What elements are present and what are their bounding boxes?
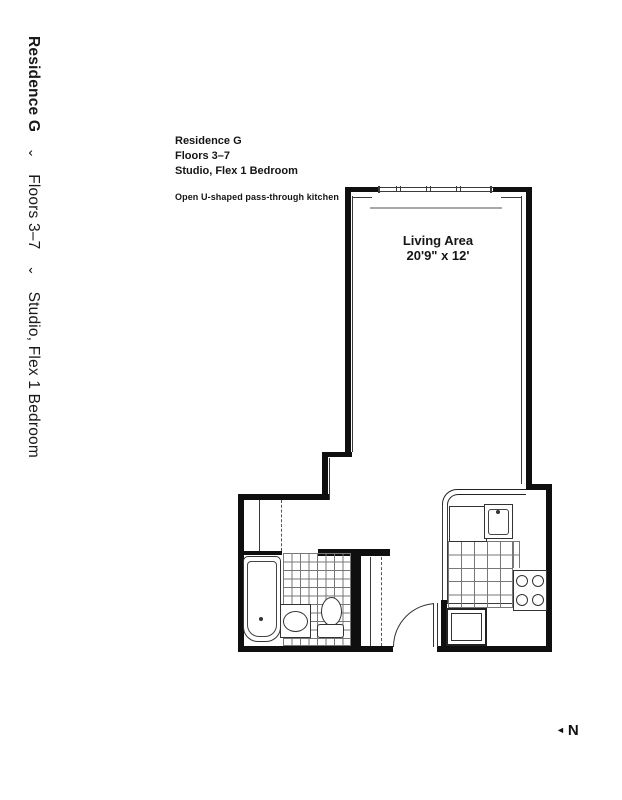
sidebar-unit-type: Studio, Flex 1 Bedroom — [25, 291, 42, 458]
window-jamb-right — [490, 186, 492, 193]
stove-burner — [532, 575, 544, 587]
kitchen-tile-floor-extension — [513, 541, 520, 568]
entry-door-swing-arc — [393, 603, 437, 647]
refrigerator-inner — [451, 613, 482, 641]
feature-note: Open U-shaped pass-through kitchen — [175, 192, 339, 202]
north-label: N — [567, 721, 579, 739]
wall-west-living — [345, 187, 351, 457]
wall-inner-face-west-lower — [329, 458, 330, 500]
bathtub-drain — [259, 617, 263, 621]
window-sill-line — [370, 207, 502, 209]
stove-burner — [516, 575, 528, 587]
wall-closet-bottom — [241, 551, 282, 555]
kitchen-counter-west-line-outer — [442, 505, 443, 604]
living-area-dimensions: 20'9" x 12' — [406, 248, 470, 263]
dishwasher — [449, 506, 487, 542]
living-area-label — [348, 233, 528, 263]
wall-living-bottom-left — [238, 494, 329, 500]
header-floors: Floors 3–7 — [175, 150, 231, 162]
entry-door-leaf — [433, 603, 438, 647]
sidebar-floors: Floors 3–7 — [25, 174, 42, 250]
kitchen-tile-floor — [448, 541, 513, 608]
sidebar-residence: Residence G — [25, 36, 42, 133]
header-residence: Residence G — [175, 135, 242, 147]
wall-bottom-left — [238, 646, 393, 652]
window-mullion-tick — [400, 186, 401, 192]
stove-burner — [532, 594, 544, 606]
wall-inner-face-corner-right — [501, 197, 521, 198]
closet-shelf-line — [259, 500, 260, 551]
window-mullion-tick — [456, 186, 457, 192]
window-mullion-tick — [426, 186, 427, 192]
window-mullion-tick — [460, 186, 461, 192]
closet-rod-line — [281, 500, 282, 551]
wall-bottom-right — [437, 646, 552, 652]
wall-east-lower — [546, 484, 552, 652]
window-mullion-tick — [430, 186, 431, 192]
toilet-bowl — [321, 597, 342, 626]
bathroom-sink-basin — [283, 611, 308, 632]
north-arrow-icon: ◄ — [556, 725, 565, 735]
plan-header — [175, 134, 298, 179]
window-jamb-left — [378, 186, 380, 193]
wall-west-living-lower — [322, 452, 328, 500]
header-unit-type: Studio, Flex 1 Bedroom — [175, 165, 298, 177]
kitchen-faucet — [496, 510, 500, 514]
bathtub-inner — [247, 561, 277, 637]
sidebar-vertical-title — [24, 36, 42, 458]
window-mullion-tick — [396, 186, 397, 192]
entry-closet-rod-line — [381, 557, 382, 646]
wall-inner-face-corner-left — [352, 197, 372, 198]
toilet-tank — [317, 624, 344, 638]
living-area-name: Living Area — [402, 233, 474, 248]
entry-closet-shelf-line — [370, 557, 371, 646]
wall-bathroom-east — [351, 553, 361, 647]
separator-glyph: ⌄ — [26, 264, 41, 277]
stove-burner — [516, 594, 528, 606]
north-indicator — [556, 721, 579, 739]
separator-glyph: ⌄ — [26, 147, 41, 159]
